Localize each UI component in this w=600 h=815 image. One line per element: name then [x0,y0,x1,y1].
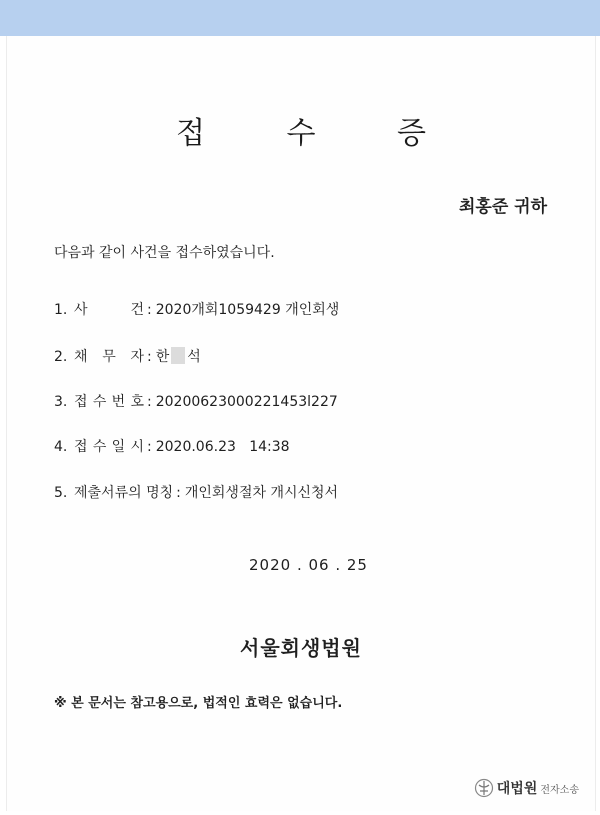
item-value: 2020.06.23 14:38 [155,439,290,455]
document-page [6,36,596,811]
item-label: 채 무 자 [74,349,144,365]
supreme-court-logo [474,778,579,798]
item-value: 개인회생절차 개시신청서 [184,485,339,501]
debtor-name-prefix: 한 [155,349,170,365]
intro-text: 다음과 같이 사건을 접수하였습니다. [54,245,275,261]
masked-text [171,347,185,364]
item-separator: : [147,439,152,455]
viewer-top-bar [0,0,600,36]
item-number: 4. [54,439,68,455]
item-label: 사 건 [74,302,144,318]
item-debtor [54,346,201,366]
item-case [54,299,339,319]
item-label: 접 수 번 호 [74,394,144,410]
court-name: 서울회생법원 [240,636,362,660]
item-label: 제출서류의 명칭 [74,485,174,501]
debtor-name-suffix: 석 [187,349,201,365]
item-separator: : [176,485,181,501]
issue-date: 2020 . 06 . 25 [249,556,368,574]
item-value: 20200623000221453l227 [155,394,338,410]
item-separator: : [147,302,152,318]
item-number: 3. [54,394,68,410]
logo-subtitle: 전자소송 [540,784,579,796]
court-emblem-icon [474,778,494,798]
recipient: 최홍준 귀하 [458,197,547,217]
item-number: 2. [54,349,68,365]
item-receipt-number [54,391,338,411]
item-number: 5. [54,485,68,501]
document-title: 접 수 증 [175,116,462,151]
item-receipt-datetime [54,436,290,456]
item-label: 접 수 일 시 [74,439,144,455]
item-number: 1. [54,302,68,318]
item-separator: : [147,394,152,410]
item-document-name [54,482,338,502]
item-value: 2020개회1059429 개인회생 [155,302,340,318]
logo-name: 대법원 [496,781,538,797]
item-value [156,346,201,366]
item-separator: : [147,349,152,365]
disclaimer-notice: ※ 본 문서는 참고용으로, 법적인 효력은 없습니다. [54,696,343,711]
